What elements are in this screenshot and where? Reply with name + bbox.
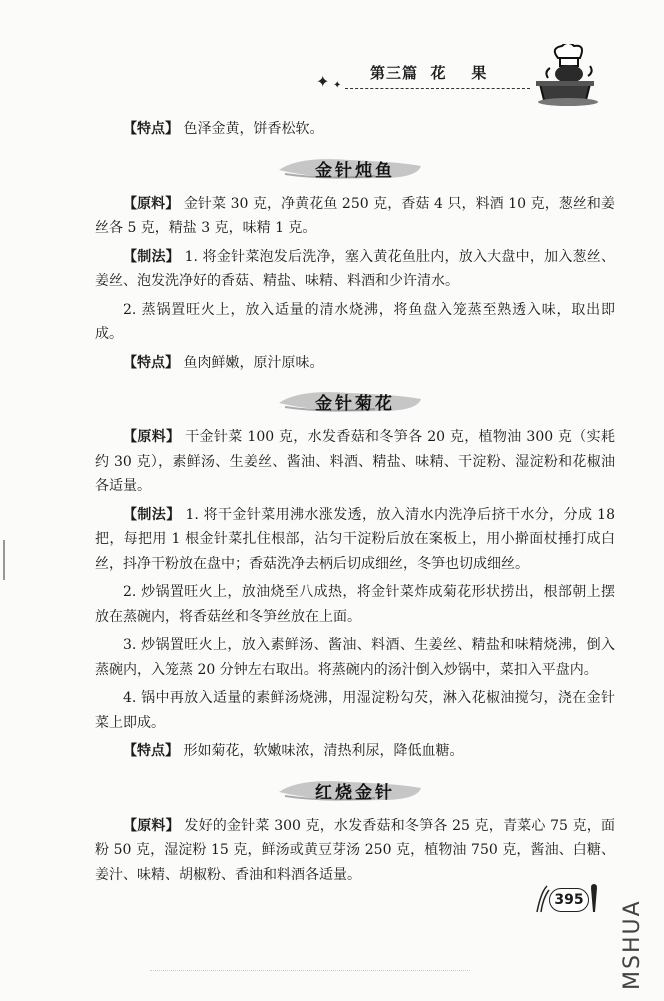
page-number-ornament (533, 882, 603, 918)
paragraph-text: 2. 蒸锅置旺火上，放入适量的清水烧沸，将鱼盘入笼蒸至熟透入味，取出即成。 (95, 301, 615, 342)
paragraph-text: 发好的金针菜 300 克，水发香菇和冬笋各 25 克，青菜心 75 克，面粉 50 克，湿淀粉 15 克，鲜汤或黄豆芽汤 250 克，植物油 750 克，酱油、白糖、姜汁、味精、胡椒粉、香油和料酒各适量。 (95, 817, 615, 883)
recipe-paragraph (95, 633, 615, 682)
section-label: 【原料】 (123, 429, 181, 445)
recipe-paragraph (95, 814, 615, 888)
paragraph-text: 鱼肉鲜嫩，原汁原味。 (179, 354, 324, 371)
section-label: 【原料】 (123, 195, 180, 212)
paragraph-text: 干金针菜 100 克，水发香菇和冬笋各 20 克，植物油 300 克（实耗约 30 克），素鲜汤、生姜丝、酱油、料酒、精盐、味精、干淀粉、湿淀粉和花椒油各适量。 (95, 429, 615, 494)
paragraph-text: 色泽金黄，饼香松软。 (179, 121, 324, 137)
paragraph-text: 1. 将金针菜泡发后洗净，塞入黄花鱼肚内，放入大盘中，加入葱丝、姜丝、泡发洗净好的香菇、精盐、味精、料酒和少许清水。 (95, 248, 616, 289)
page-header (0, 0, 664, 110)
recipe-title (95, 146, 615, 190)
watermark: MSHUA (620, 899, 645, 990)
recipe-paragraph (95, 425, 615, 499)
recipe-paragraph (95, 739, 615, 764)
sparkle-icon: ✦ (316, 72, 330, 91)
paragraph-text: 1. 将干金针菜用沸水涨发透，放入清水内洗净后挤干水分，分成 18 把，每把用 1 根金针菜扎住根部，沾匀干淀粉后放在案板上，用小擀面杖捶打成白丝，抖净干粉放在盘中；香菇洗净去柄后切成细丝，冬笋也切成细丝。 (95, 506, 615, 572)
recipe-title-text: 金针炖鱼 (315, 160, 395, 181)
recipe-paragraph (95, 117, 615, 142)
recipe-paragraph (95, 192, 615, 241)
recipe-paragraph (95, 686, 615, 735)
section-label: 【特点】 (123, 121, 179, 137)
recipe-title-text: 红烧金针 (315, 782, 395, 803)
paragraph-text: 金针菜 30 克，净黄花鱼 250 克，香菇 4 只，料酒 10 克，葱丝和姜丝各 5 克，精盐 3 克，味精 1 克。 (95, 195, 616, 236)
running-head: 第三篇 花 果 (370, 64, 488, 82)
section-label: 【特点】 (123, 354, 179, 371)
recipe-paragraph (95, 580, 615, 629)
paragraph-text: 形如菊花，软嫩味浓，清热利尿，降低血糖。 (179, 743, 464, 759)
section-label: 【制法】 (123, 248, 180, 265)
header-rule (345, 88, 530, 89)
recipe-paragraph (95, 245, 615, 294)
recipe-title (95, 768, 615, 812)
recipe-paragraph (95, 503, 615, 577)
recipe-title (95, 379, 615, 423)
paragraph-text: 2. 炒锅置旺火上，放油烧至八成热，将金针菜炸成菊花形状捞出，根部朝上摆放在蒸碗内，将香菇丝和冬笋丝放在上面。 (95, 584, 615, 625)
scan-speckle (150, 970, 470, 975)
page-number: 395 (549, 888, 589, 912)
paragraph-text: 3. 炒锅置旺火上，放入素鲜汤、酱油、料酒、生姜丝、精盐和味精烧沸，倒入蒸碗内，入笼蒸 20 分钟左右取出。将蒸碗内的汤汁倒入炒锅中，菜扣入平盘内。 (95, 637, 615, 678)
section-label: 【原料】 (123, 817, 180, 834)
paragraph-text: 4. 锅中再放入适量的素鲜汤烧沸，用湿淀粉勾芡，淋入花椒油搅匀，浇在金针菜上即成。 (95, 690, 615, 731)
recipe-paragraph (95, 351, 615, 376)
chef-hat-cooking-pot-icon (528, 44, 608, 108)
sparkle-icon: ✦ (333, 80, 342, 91)
section-label: 【特点】 (123, 743, 179, 759)
section-label: 【制法】 (123, 506, 181, 523)
recipe-content (95, 117, 615, 891)
scan-mark (3, 540, 11, 580)
recipe-paragraph (95, 298, 615, 347)
recipe-title-text: 金针菊花 (315, 394, 395, 414)
